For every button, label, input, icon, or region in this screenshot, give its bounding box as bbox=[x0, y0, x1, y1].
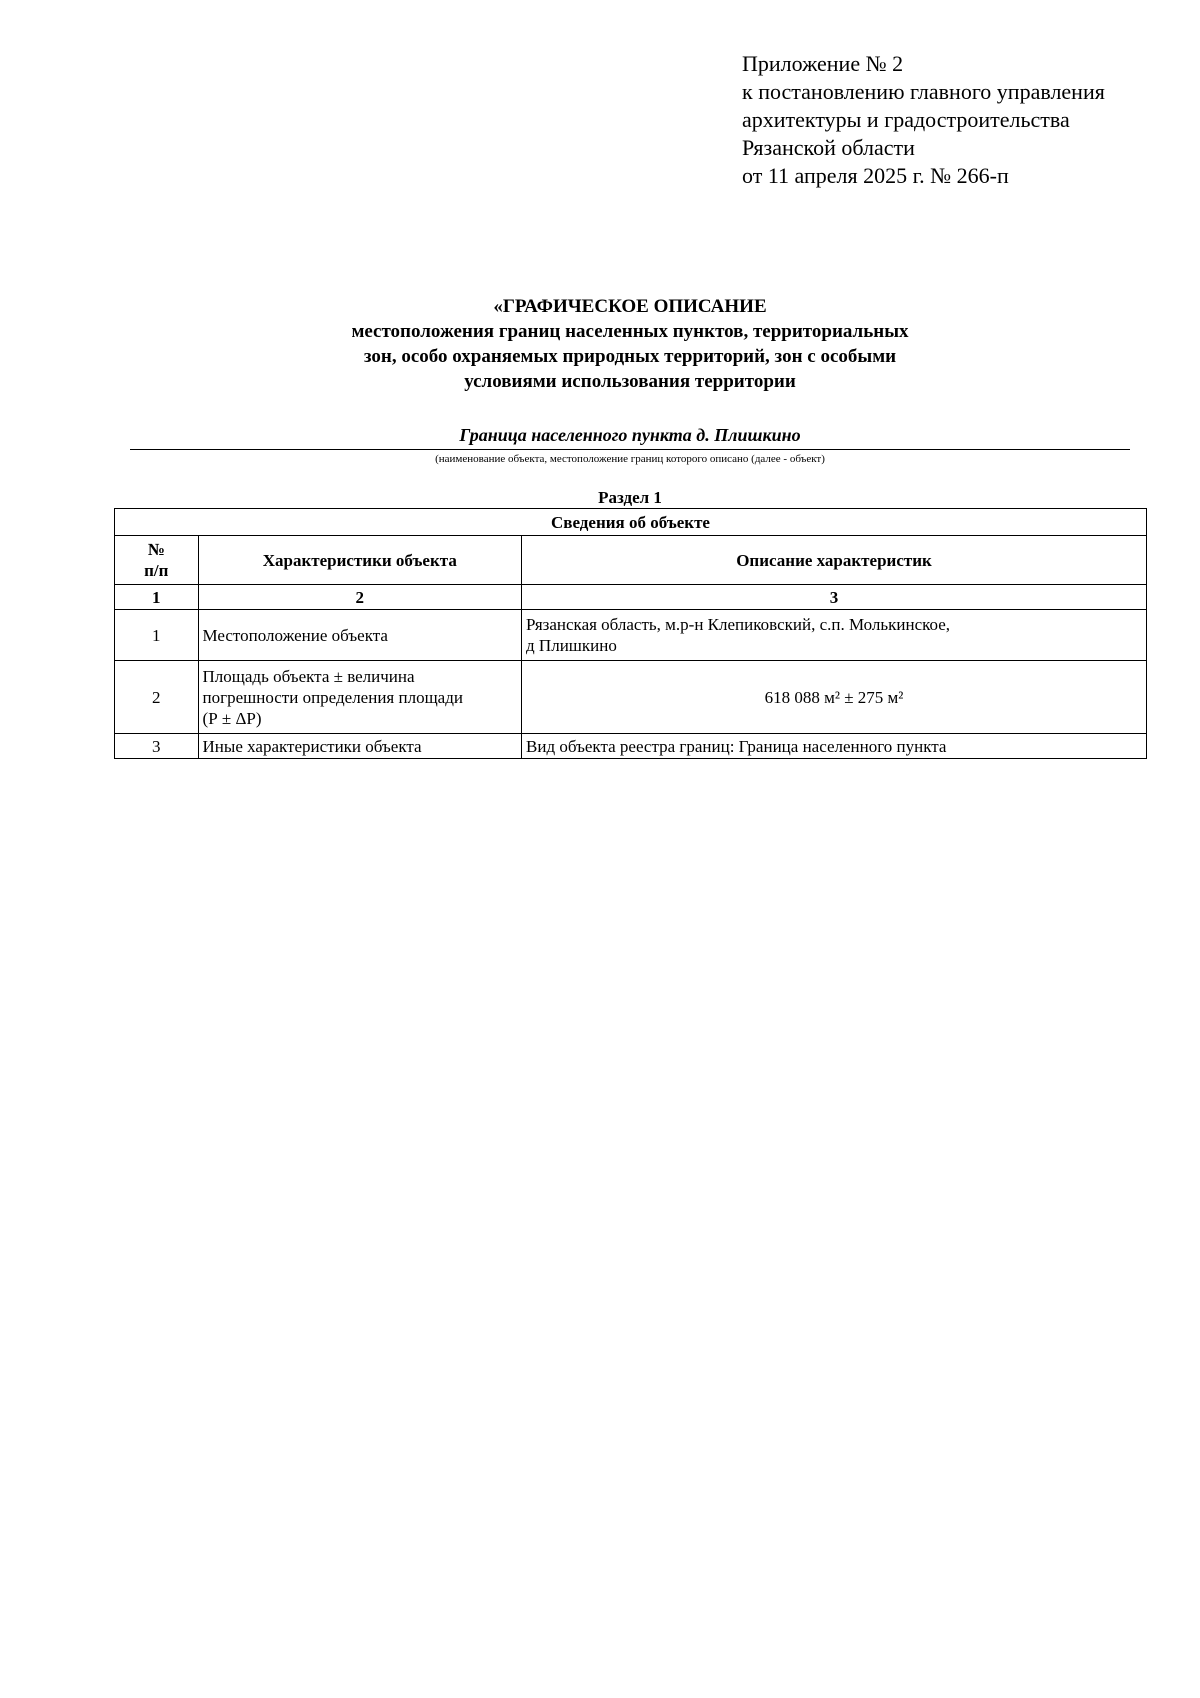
row-number: 3 bbox=[115, 734, 199, 759]
row-description: Вид объекта реестра границ: Граница населенного пункта bbox=[522, 734, 1147, 759]
table-title: Сведения об объекте bbox=[115, 509, 1147, 536]
header-characteristic: Характеристики объекта bbox=[198, 536, 522, 585]
row-number: 1 bbox=[115, 610, 199, 661]
column-number-row bbox=[115, 585, 1147, 610]
object-underline bbox=[130, 449, 1130, 450]
row-description: 618 088 м² ± 275 м² bbox=[522, 661, 1147, 734]
document-title bbox=[114, 294, 1146, 394]
row-characteristic: Площадь объекта ± величина погрешности определения площади (Р ± ΔР) bbox=[198, 661, 522, 734]
title-line: «ГРАФИЧЕСКОЕ ОПИСАНИЕ bbox=[493, 296, 767, 317]
table-row bbox=[115, 610, 1147, 661]
table-row bbox=[115, 734, 1147, 759]
appendix-line: Рязанской области bbox=[742, 135, 915, 160]
section-title: Раздел 1 bbox=[598, 488, 662, 507]
column-number: 1 bbox=[115, 585, 199, 610]
header-number: № п/п bbox=[115, 536, 199, 585]
row-characteristic: Иные характеристики объекта bbox=[198, 734, 522, 759]
table-header-row bbox=[115, 536, 1147, 585]
column-number: 3 bbox=[522, 585, 1147, 610]
object-info-table bbox=[114, 508, 1147, 759]
appendix-block bbox=[742, 50, 1162, 190]
appendix-line: к постановлению главного управления bbox=[742, 79, 1105, 104]
appendix-line: архитектуры и градостроительства bbox=[742, 107, 1070, 132]
title-line: местоположения границ населенных пунктов, территориальных bbox=[351, 321, 909, 342]
row-number: 2 bbox=[115, 661, 199, 734]
title-line: условиями использования территории bbox=[464, 371, 796, 392]
title-line: зон, особо охраняемых природных территорий, зон с особыми bbox=[363, 346, 897, 367]
appendix-line: от 11 апреля 2025 г. № 266-п bbox=[742, 163, 1009, 188]
row-description: Рязанская область, м.р-н Клепиковский, с.п. Молькинское, д Плишкино bbox=[522, 610, 1147, 661]
column-number: 2 bbox=[198, 585, 522, 610]
table-row bbox=[115, 661, 1147, 734]
object-caption: (наименование объекта, местоположение границ которого описано (далее - объект) bbox=[435, 453, 825, 465]
header-description: Описание характеристик bbox=[522, 536, 1147, 585]
table-title-row bbox=[115, 509, 1147, 536]
appendix-line: Приложение № 2 bbox=[742, 51, 904, 76]
row-characteristic: Местоположение объекта bbox=[198, 610, 522, 661]
object-name: Граница населенного пункта д. Плишкино bbox=[459, 425, 801, 445]
